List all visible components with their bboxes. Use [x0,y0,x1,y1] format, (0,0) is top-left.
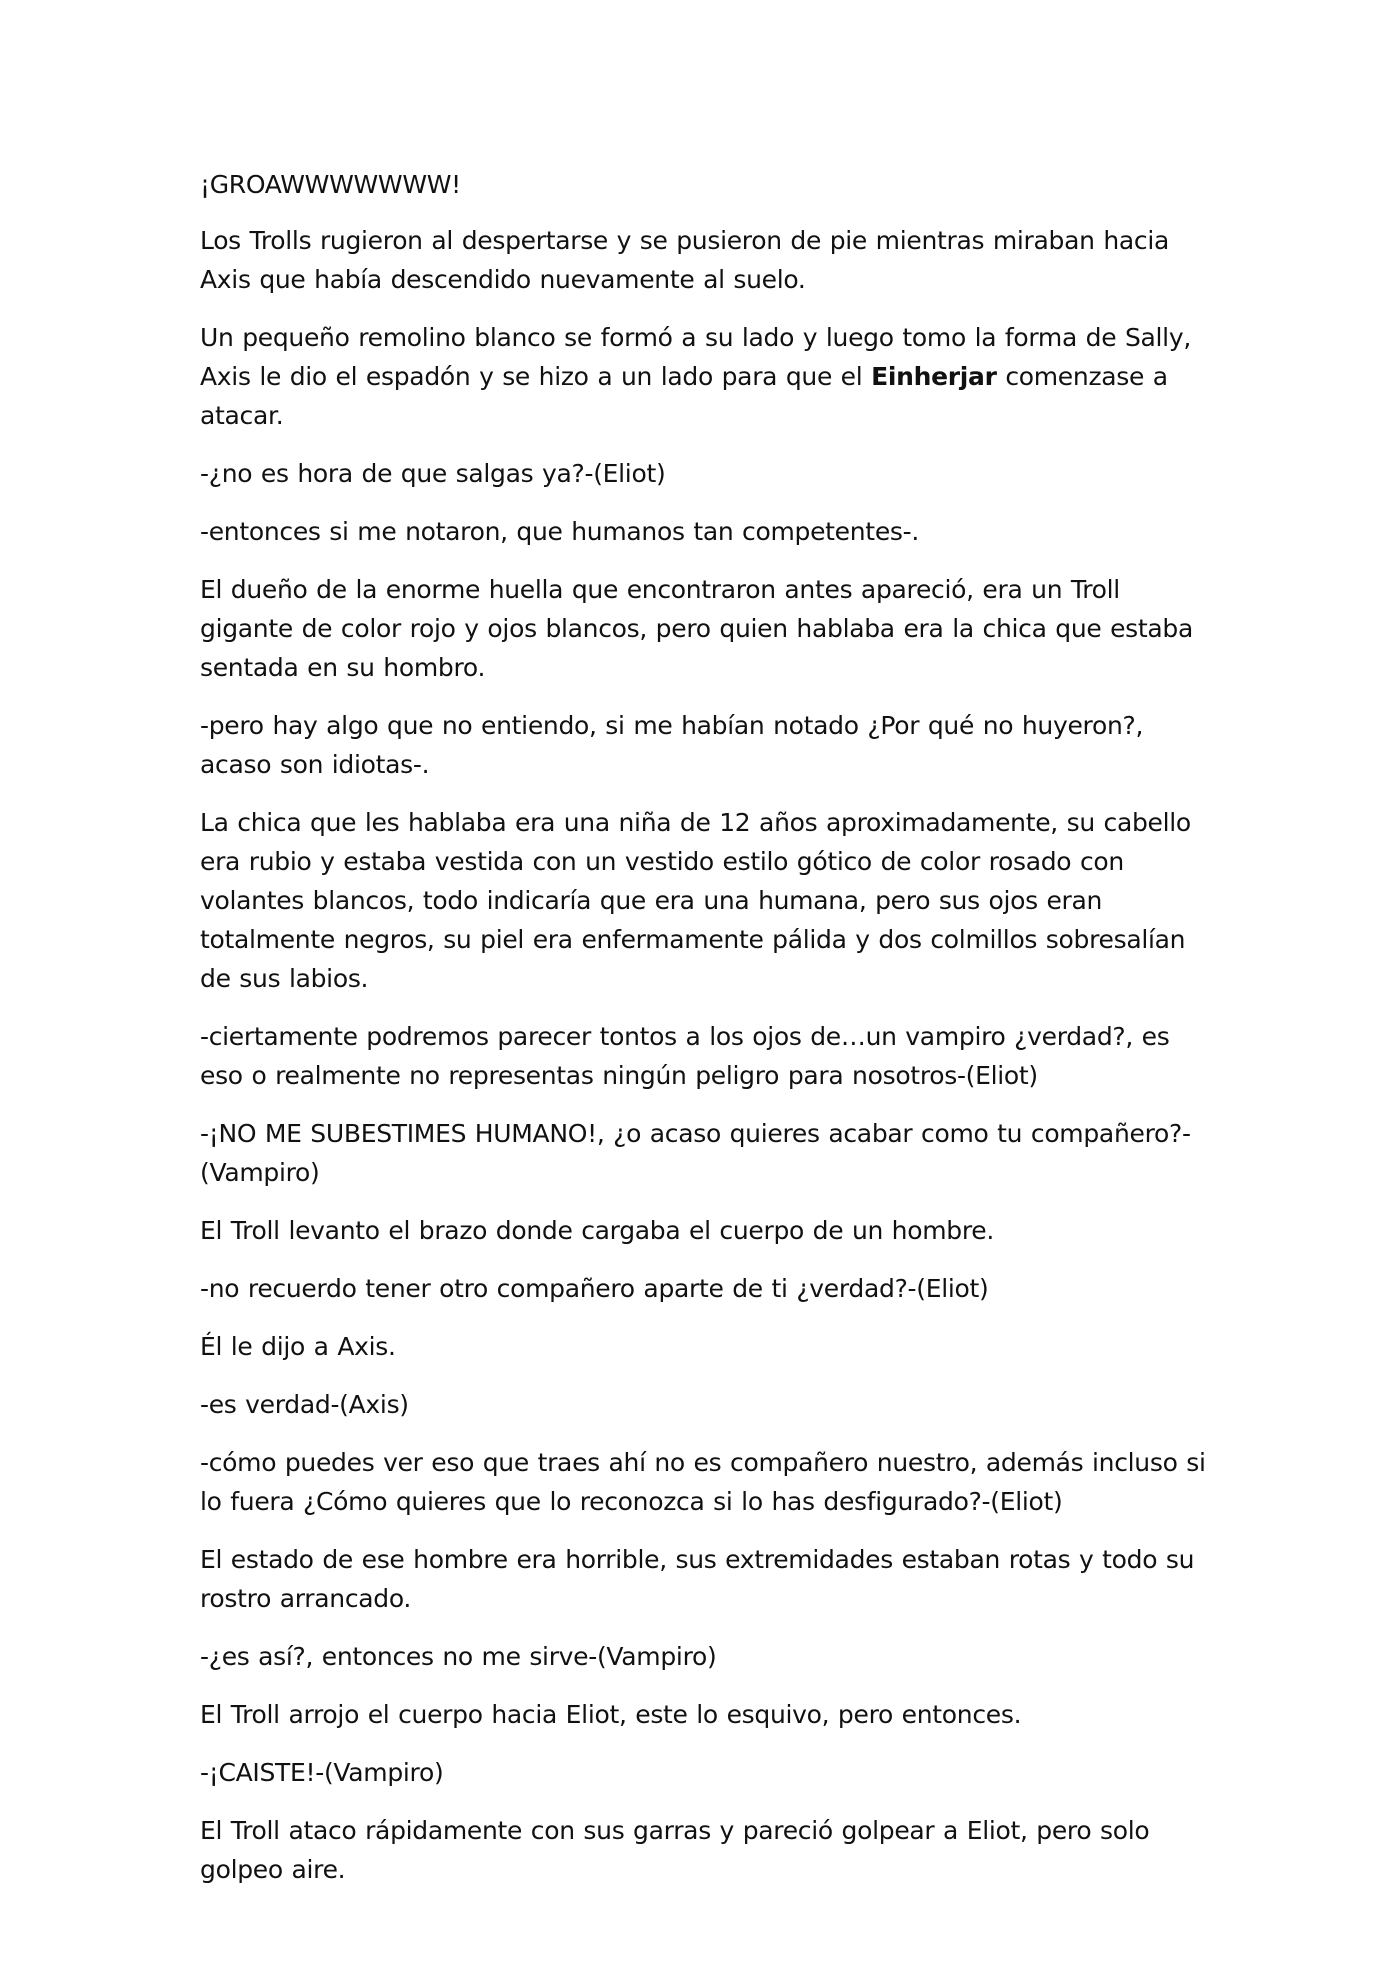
paragraph-7: -pero hay algo que no entiendo, si me habían notado ¿Por qué no huyeron?, acaso son idiotas-. [200,711,1144,779]
paragraph-9: -ciertamente podremos parecer tontos a los ojos de…un vampiro ¿verdad?, es eso o realmente no representas ningún peligro para nosotros-(Eliot) [200,1022,1170,1090]
paragraph-10: -¡NO ME SUBESTIMES HUMANO!, ¿o acaso quieres acabar como tu compañero?-(Vampiro) [200,1119,1191,1187]
paragraph-19: -¡CAISTE!-(Vampiro) [200,1758,444,1787]
paragraph-6: El dueño de la enorme huella que encontraron antes apareció, era un Troll gigante de color rojo y ojos blancos, pero quien hablaba era la chica que estaba sentada en su hombro. [200,575,1194,682]
paragraph-20: El Troll ataco rápidamente con sus garras y pareció golpear a Eliot, pero solo golpeo aire. [200,1816,1150,1884]
paragraph-3-text-after: comenzase a atacar. [200,362,1168,430]
paragraph-3 [200,318,1210,435]
paragraph-12: -no recuerdo tener otro compañero aparte de ti ¿verdad?-(Eliot) [200,1274,989,1303]
paragraph-13: Él le dijo a Axis. [200,1332,396,1361]
paragraph-5: -entonces si me notaron, que humanos tan competentes-. [200,517,919,546]
paragraph-4: -¿no es hora de que salgas ya?-(Eliot) [200,459,666,488]
paragraph-11: El Troll levanto el brazo donde cargaba el cuerpo de un hombre. [200,1216,995,1245]
paragraph-18: El Troll arrojo el cuerpo hacia Eliot, este lo esquivo, pero entonces. [200,1700,1022,1729]
einherjar-bold-term: Einherjar [871,362,997,391]
paragraph-16: El estado de ese hombre era horrible, sus extremidades estaban rotas y todo su rostro arrancado. [200,1545,1195,1613]
paragraph-14: -es verdad-(Axis) [200,1390,409,1419]
paragraph-2: Los Trolls rugieron al despertarse y se pusieron de pie mientras miraban hacia Axis que había descendido nuevamente al suelo. [200,226,1170,294]
paragraph-3-text-before: Un pequeño remolino blanco se formó a su lado y luego tomo la forma de Sally, Axis le dio el espadón y se hizo a un lado para que el [200,323,1191,391]
paragraph-1: ¡GROAWWWWWWW! [200,170,461,199]
document-page [200,165,1210,1908]
paragraph-17: -¿es así?, entonces no me sirve-(Vampiro) [200,1642,717,1671]
paragraph-8: La chica que les hablaba era una niña de 12 años aproximadamente, su cabello era rubio y estaba vestida con un vestido estilo gótico de color rosado con volantes blancos, todo indicaría que era una humana, pero sus ojos eran totalmente negros, su piel era enfermamente pálida y dos colmillos sobresalían de sus labios. [200,808,1191,993]
paragraph-15: -cómo puedes ver eso que traes ahí no es compañero nuestro, además incluso si lo fuera ¿Cómo quieres que lo reconozca si lo has desfigurado?-(Eliot) [200,1448,1206,1516]
